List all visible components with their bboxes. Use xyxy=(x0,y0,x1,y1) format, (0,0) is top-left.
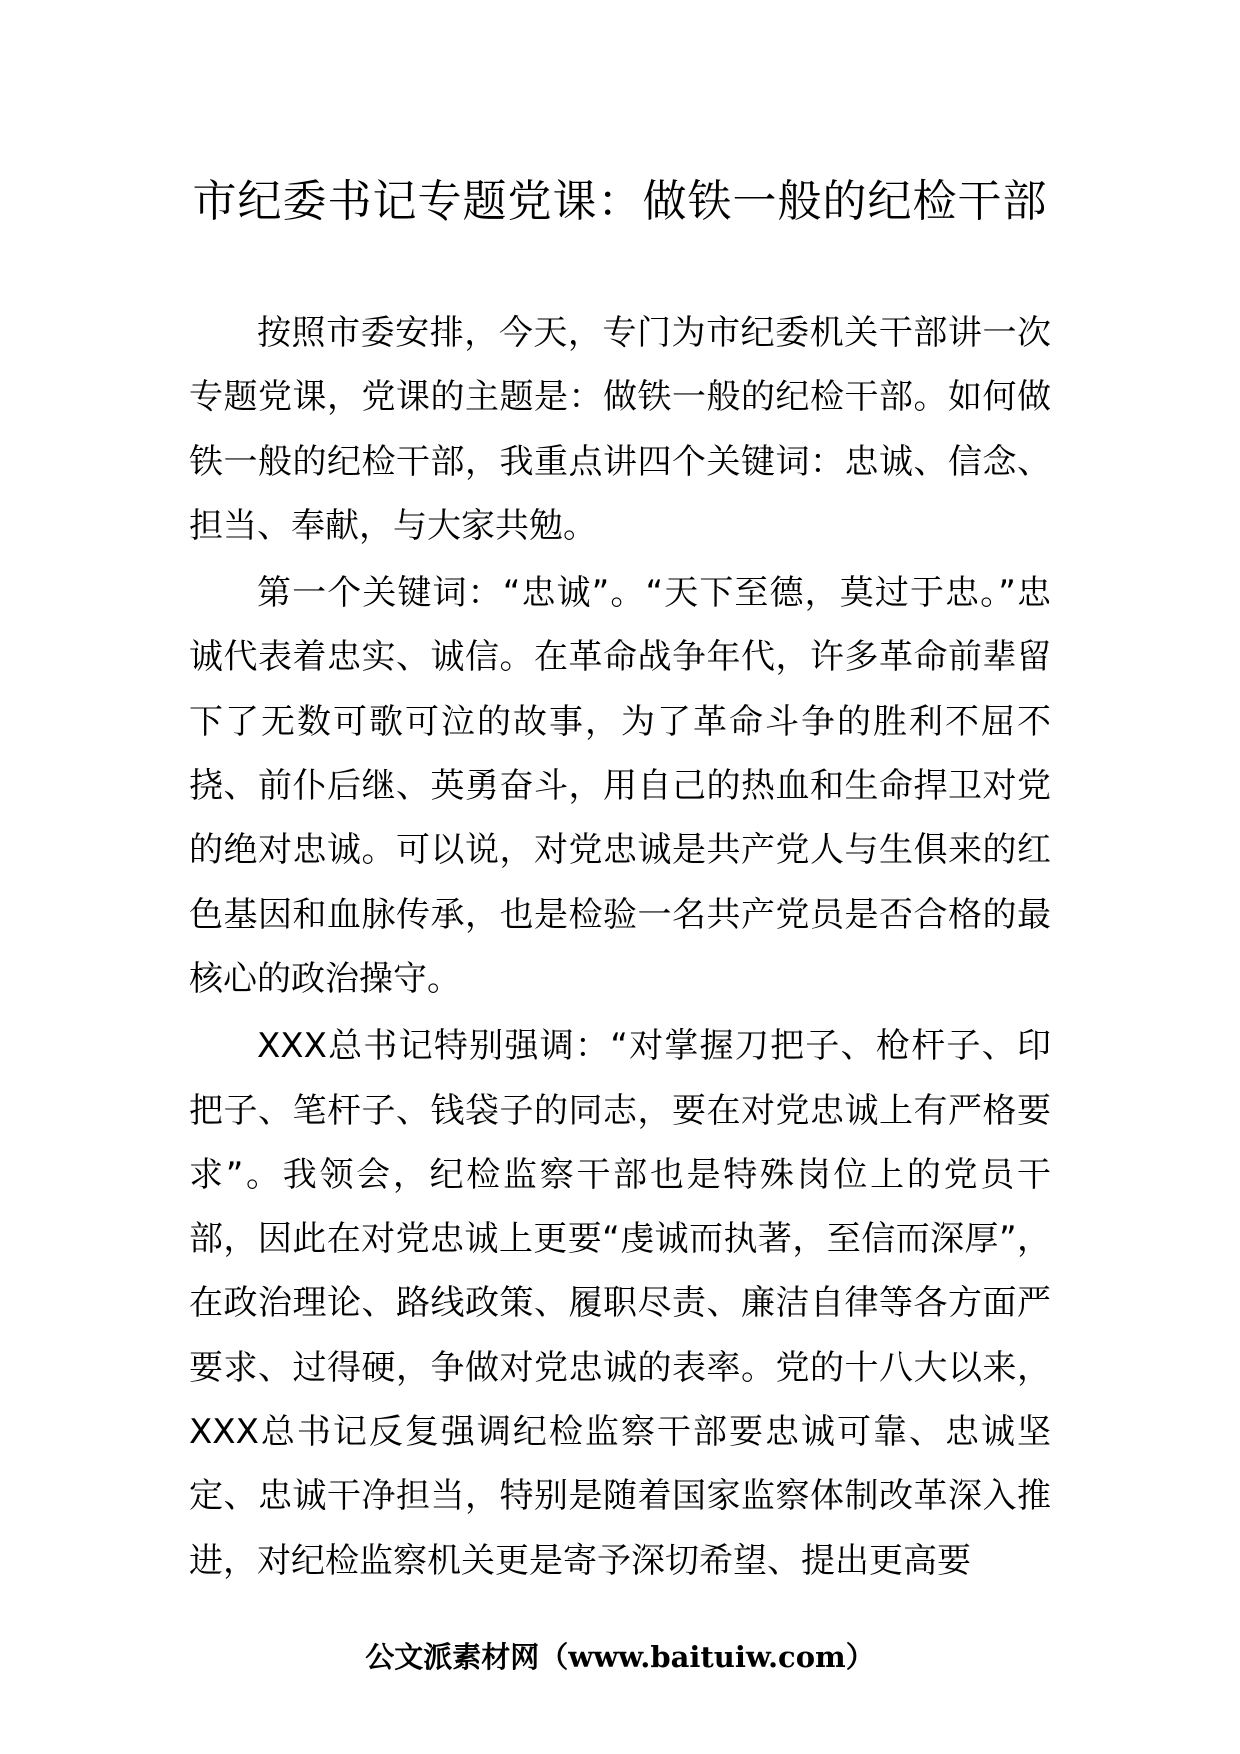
document-body xyxy=(189,301,1051,1593)
document-title: 市纪委书记专题党课：做铁一般的纪检干部 xyxy=(192,176,1048,227)
footer-watermark: 公文派素材网（www.baituiw.com） xyxy=(365,1640,875,1674)
paragraph-requirements: XXX总书记特别强调：“对掌握刀把子、枪杆子、印把子、笔杆子、钱袋子的同志，要在对党忠诚上有严格要求”。我领会，纪检监察干部也是特殊岗位上的党员干部，因此在对党忠诚上更要“虔诚而执著，至信而深厚”，在政治理论、路线政策、履职尽责、廉洁自律等各方面严要求、过得硬，争做对党忠诚的表率。党的十八大以来，XXX总书记反复强调纪检监察干部要忠诚可靠、忠诚坚定、忠诚干净担当，特别是随着国家监察体制改革深入推进，对纪检监察机关更是寄予深切希望、提出更高要 xyxy=(189,1026,1051,1581)
paragraph-loyalty: 第一个关键词：“忠诚”。“天下至德，莫过于忠。”忠诚代表着忠实、诚信。在革命战争年代，许多革命前辈留下了无数可歌可泣的故事，为了革命斗争的胜利不屈不挠、前仆后继、英勇奋斗，用自己的热血和生命捍卫对党的绝对忠诚。可以说，对党忠诚是共产党人与生俱来的红色基因和血脉传承，也是检验一名共产党员是否合格的最核心的政治操守。 xyxy=(189,573,1051,999)
paragraph-intro: 按照市委安排，今天，专门为市纪委机关干部讲一次专题党课，党课的主题是：做铁一般的纪检干部。如何做铁一般的纪检干部，我重点讲四个关键词：忠诚、信念、担当、奉献，与大家共勉。 xyxy=(189,313,1051,546)
